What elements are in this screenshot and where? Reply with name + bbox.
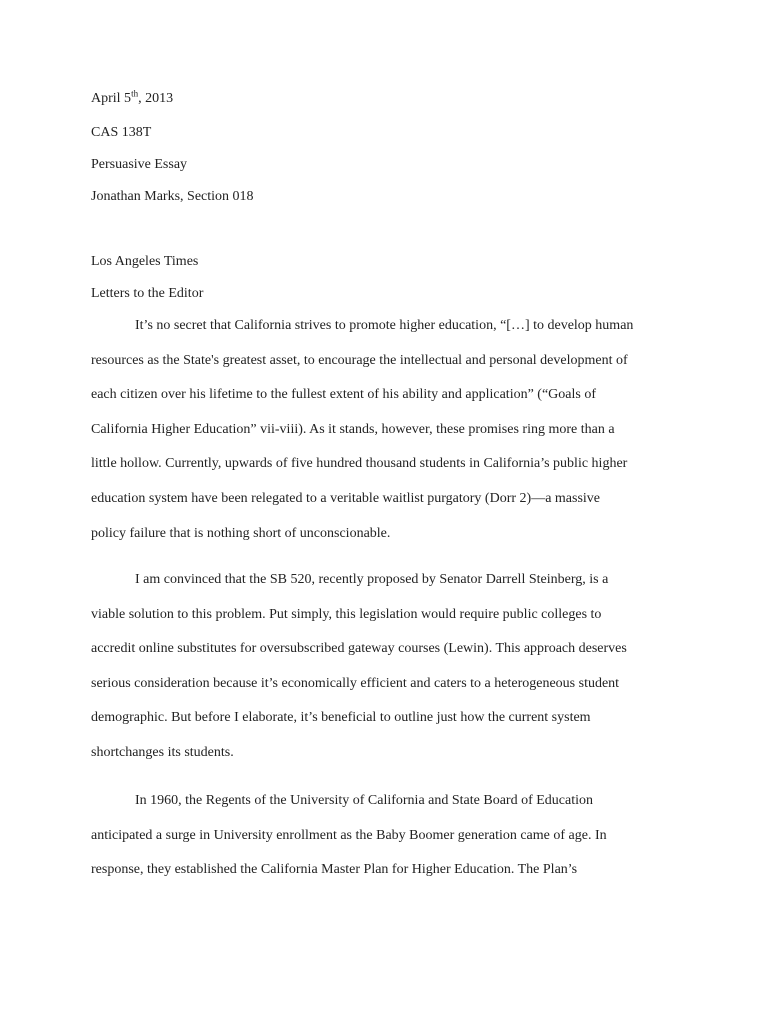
paragraph-line: I am convinced that the SB 520, recently proposed by Senator Darrell Steinberg, is a bbox=[135, 572, 609, 587]
paragraph-line: resources as the State's greatest asset, to encourage the intellectual and personal development of bbox=[91, 352, 628, 368]
date-suffix: th bbox=[131, 88, 139, 99]
date-day: April 5 bbox=[91, 91, 132, 106]
paragraph-line: shortchanges its students. bbox=[91, 744, 234, 760]
paragraph-line: It’s no secret that California strives to promote higher education, “[…] to develop human bbox=[135, 318, 634, 333]
paragraph-line: California Higher Education” vii-viii). As it stands, however, these promises ring more than a bbox=[91, 421, 615, 437]
paragraph-line: anticipated a surge in University enrollment as the Baby Boomer generation came of age. In bbox=[91, 827, 607, 843]
recipient-publication: Los Angeles Times bbox=[91, 254, 199, 269]
paragraph-line: each citizen over his lifetime to the fullest extent of his ability and application” (“Goals of bbox=[91, 387, 596, 403]
recipient-section: Letters to the Editor bbox=[91, 286, 204, 301]
date-year: , 2013 bbox=[138, 91, 174, 106]
paragraph-line: serious consideration because it’s economically efficient and caters to a heterogeneous student bbox=[91, 675, 620, 691]
paragraph-line: little hollow. Currently, upwards of five hundred thousand students in California’s public higher bbox=[91, 456, 628, 472]
paragraph-line: education system have been relegated to a veritable waitlist purgatory (Dorr 2)—a massive bbox=[91, 490, 601, 506]
body-paragraph-1 bbox=[91, 309, 681, 551]
header-date bbox=[91, 88, 174, 107]
header-course: CAS 138T bbox=[91, 125, 152, 140]
paragraph-line: accredit online substitutes for oversubscribed gateway courses (Lewin). This approach deserves bbox=[91, 641, 627, 657]
header-assignment: Persuasive Essay bbox=[91, 157, 188, 172]
body-paragraph-2 bbox=[91, 563, 681, 771]
paragraph-line: viable solution to this problem. Put simply, this legislation would require public colleges to bbox=[91, 606, 602, 622]
paragraph-line: demographic. But before I elaborate, it’s beneficial to outline just how the current system bbox=[91, 710, 591, 726]
header-author-section: Jonathan Marks, Section 018 bbox=[91, 189, 254, 204]
paragraph-line: In 1960, the Regents of the University of California and State Board of Education bbox=[135, 793, 594, 808]
body-paragraph-3 bbox=[91, 784, 681, 888]
paragraph-line: policy failure that is nothing short of unconscionable. bbox=[91, 525, 391, 541]
paragraph-line: response, they established the California Master Plan for Higher Education. The Plan’s bbox=[91, 862, 578, 878]
